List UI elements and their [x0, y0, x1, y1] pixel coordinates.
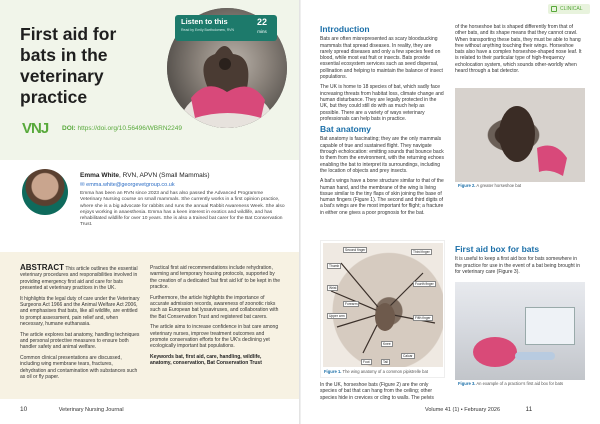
first-aid-box-illustration: [525, 307, 575, 345]
author-name-line: [80, 172, 210, 179]
author-avatar: [22, 169, 68, 215]
clinical-icon: [551, 6, 557, 12]
figure-1-label: Tail: [383, 360, 388, 364]
author-email[interactable]: [80, 182, 175, 188]
anatomy-heading: Bat anatomy: [320, 124, 372, 135]
figure-1-label: Foot: [363, 360, 370, 364]
right-page-number: 11: [525, 406, 533, 413]
section-tag-label: CLINICAL: [560, 6, 583, 12]
figure-1-label: Second finger: [345, 248, 366, 252]
listen-label: Listen to this: [181, 17, 228, 26]
abstract-p1: This article outlines the essential veterinary procedures and responsibilities involved in providing emergency first aid and care for bats presented at veterinary practices in the UK.: [20, 266, 138, 292]
intro-p1: Bats are often misrepresented as scary bloodsucking mammals that spread diseases. In reality, they are rarely spread diseases and only a few species feed on blood, while most eat fruit or insects. Bats provide essential ecosystem services such as seed dispersal, pollination and helping to maintain the balance of insect populations.: [320, 36, 443, 81]
doi-line[interactable]: [62, 125, 182, 132]
kit-heading: First aid box for bats: [455, 244, 540, 254]
vnj-logo: VNJ: [22, 120, 49, 137]
abstract-heading: ABSTRACT: [20, 263, 64, 272]
right-column-1: [320, 24, 445, 220]
right-column-2: [455, 24, 583, 78]
listen-audio-badge[interactable]: [175, 15, 277, 41]
abstract-p5: Practical first aid recommendations include rehydration, warming and temporary housing protocols, supported by the creation of a dedicated 'bat first aid kit' to be kept in the practice.: [150, 265, 281, 291]
author-bio: Emma has been an RVN since 2023 and has also passed the Advanced Programme Veterinary Nursing course on small mammals. She currently works in a first opinion practice, where she is a big advocate for rabbits and runs the annual Rabbit Awareness Week. She also enjoys working in anaesthesia. Emma has a keen interest in exotics and wildlife, and has rehabilitated wildlife for over 10 years. She is also a trained bat carer for the Bat Conservation Trust.: [80, 191, 285, 228]
abstract-p3: The article explores bat anatomy, handling techniques and personal protective measures to ensure both handler safety and animal welfare.: [20, 331, 140, 351]
left-footer: [20, 406, 124, 413]
intro-heading: Introduction: [320, 24, 370, 34]
figure-1-label: Upper arm: [329, 314, 345, 318]
keywords: [150, 354, 282, 367]
author-credentials: , RVN, APVN (Small Mammals): [119, 172, 210, 179]
figure-2-caption-label: Figure 2.: [458, 183, 476, 188]
doi-link[interactable]: https://doi.org/10.56496/WBRN2249: [77, 125, 182, 132]
mail-icon: ✉: [80, 182, 85, 188]
figure-2-caption-text: A greater horseshoe bat: [475, 183, 522, 188]
section-tag: [548, 4, 590, 14]
right-column-1-bottom: In the UK, horseshoe bats (Figure 2) are the only species of bat that can hang from the ceiling; other species hide in crevices or cling to walls. The pelvis: [320, 382, 434, 401]
figure-1-label: Wrist: [329, 286, 337, 290]
listen-unit: mins: [257, 29, 267, 34]
bat-wing-illustration: [323, 243, 445, 369]
figure-1-label: Thumb: [329, 264, 340, 268]
doi-label: DOI:: [62, 125, 76, 132]
listen-minutes: 22: [256, 17, 267, 27]
listen-sub: Read by Emily Bartholomew, RVN: [181, 28, 235, 32]
anatomy-p2: A bat's wings have a bone structure similar to that of the human hand, and the membrane of the wing is living tissue similar to the tiny flaps of skin joining the base of human fingers (Figure 1). The second and third digits of a bat's wings are the most important for flight; a fracture in either one gives a poor prognosis for the bat.: [320, 178, 444, 216]
figure-3-caption: [458, 381, 563, 386]
figure-1-label: Third finger: [413, 250, 430, 254]
right-footer: Volume 41 (1) • February 2026 11: [425, 406, 533, 413]
abstract-p2: It highlights the legal duty of care under the Veterinary Surgeons Act 1966 and the Animal Welfare Act 2006, and emphasises that bats, like all wildlife, are entitled to prompt assessment, pain relief and, when necessary, humane euthanasia.: [20, 295, 140, 328]
figure-1-label: Forearm: [345, 302, 358, 306]
anatomy-p1: Bat anatomy is fascinating; they are the only mammals capable of true and sustained flight. They navigate through echolocation: emitting sounds that bounce back to them from the environment, with the returning echoes enabling the bat to interpret its surroundings, including the location of objects and prey insects.: [320, 136, 444, 174]
left-page-number: 10: [20, 406, 28, 413]
left-journal-name: Veterinary Nursing Journal: [58, 407, 124, 413]
figure-1-label: Calcar: [403, 354, 413, 358]
footer-volume: Volume 41 (1): [425, 407, 460, 413]
abstract-p4: Common clinical presentations are discussed, including wing membrane tears, fractures, dehydration and contamination with substances such as oil or fly paper.: [20, 354, 138, 381]
author-name: Emma White: [80, 172, 120, 179]
first-aid-box-section: [455, 244, 583, 279]
abstract-p7: The article aims to increase confidence in bat care among veterinary nurses, improve treatment outcomes and promote conservation efforts for the UK's declining yet ecologically important bat populations.: [150, 324, 279, 350]
figure-1-label: Fifth finger: [415, 316, 431, 320]
figure-3: [455, 282, 585, 390]
keywords-label: Keywords: [150, 353, 174, 360]
figure-1-caption-label: Figure 1.: [324, 369, 342, 374]
kit-p1: It is useful to keep a first aid box for bats somewhere in the practice for use in the event of a bat being brought in for veterinary care (Figure 3).: [455, 256, 581, 275]
abstract-column-2: [150, 265, 282, 371]
page-spine: [299, 0, 301, 424]
figure-3-caption-text: An example of a practice's first aid box for bats: [475, 381, 564, 386]
glove-illustration: [473, 337, 517, 367]
figure-1-label: Fourth finger: [415, 282, 434, 286]
figure-2-caption: [458, 183, 521, 188]
figure-3-image: [455, 282, 585, 380]
abstract-column-1: [20, 265, 140, 385]
figure-3-caption-label: Figure 3.: [458, 381, 476, 386]
keywords-list: bat, first aid, care, handling, wildlife, anatomy, conservation, Bat Conservation Trust: [150, 353, 262, 367]
tube-illustration: [515, 352, 555, 360]
footer-date: February 2026: [464, 407, 501, 413]
intro-p2: The UK is home to 18 species of bat, which sadly face increasing threats from habitat loss, climate change and human disturbance. They are legally protected in the UK, but they could still do with as much help as possible. There are a variety of ways veterinary professionals can help bats in practice.: [320, 84, 444, 122]
article-title: First aid for bats in the veterinary practice: [20, 24, 117, 107]
abstract-p6: Furthermore, the article highlights the importance of accurate admission records, awareness of zoonotic risks such as European bat lyssaviruses, and collaboration with the Bat Conservation Trust and registered bat carers.: [150, 294, 279, 320]
figure-1-caption-text: The wing anatomy of a common pipistrelle bat: [341, 369, 428, 374]
author-email-link[interactable]: emma.white@georgevetgroup.co.uk: [86, 182, 175, 188]
horseshoe-text: of the horseshoe bat is shaped differently from that of other bats, and its shape means that they cannot crawl. When transporting these bats, they must be able to hang free without anything touching their wings. Horseshoe bats also have a complex horseshoe-shaped nose leaf. It is related to their particular type of high-frequency echolocation system, which sounds other-worldly when heard through a bat detector.: [455, 24, 582, 75]
figure-1-label: Knee: [383, 342, 391, 346]
figure-2: [455, 88, 585, 190]
figure-1-caption: [324, 369, 444, 374]
horseshoe-bat-illustration: [455, 88, 585, 182]
figure-1: [320, 240, 445, 378]
